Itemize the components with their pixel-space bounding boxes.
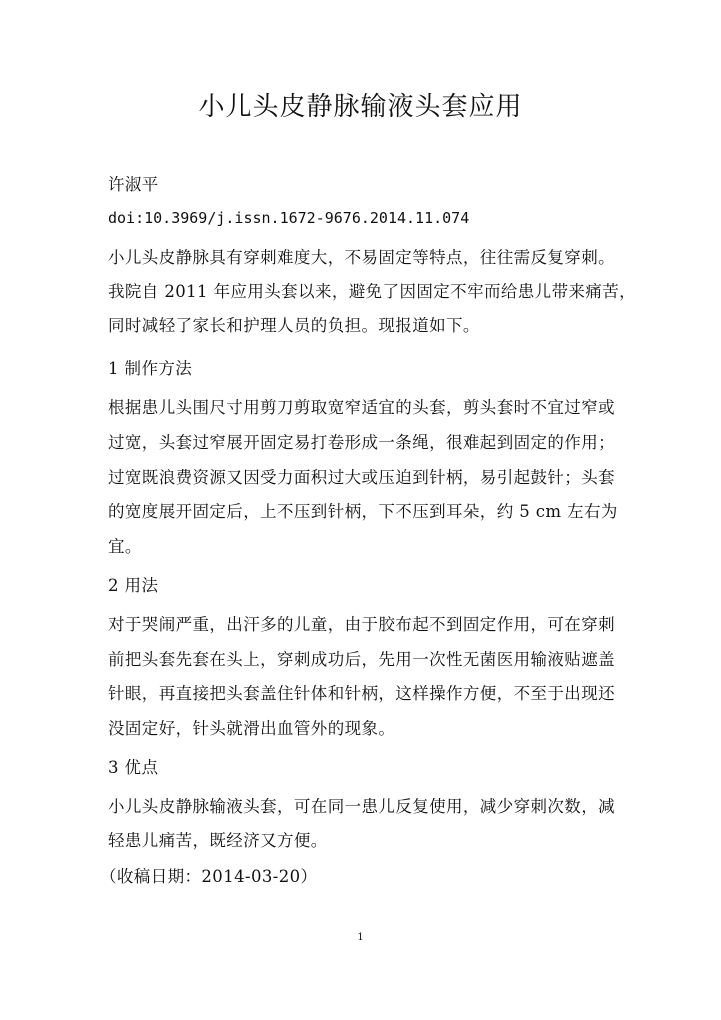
document-title: 小儿头皮静脉输液头套应用 bbox=[198, 92, 523, 122]
section-heading-method: 1 制作方法 bbox=[108, 359, 193, 378]
section-line: 小儿头皮静脉输液头套，可在同一患儿反复使用，减少穿刺次数，减 bbox=[108, 797, 615, 816]
section-line: 宜。 bbox=[108, 537, 142, 556]
section-line: 根据患儿头围尺寸用剪刀剪取宽窄适宜的头套，剪头套时不宜过窄或 bbox=[108, 398, 615, 417]
section-line: 前把头套先套在头上，穿刺成功后，先用一次性无菌医用输液贴遮盖 bbox=[108, 650, 615, 669]
doi-text: doi:10.3969/j.issn.1672-9676.2014.11.074 bbox=[108, 209, 470, 227]
section-line: 没固定好，针头就滑出血管外的现象。 bbox=[108, 719, 396, 738]
section-line: 对于哭闹严重，出汗多的儿童，由于胶布起不到固定作用，可在穿刺 bbox=[108, 615, 615, 634]
section-line: 的宽度展开固定后，上不压到针柄，下不压到耳朵，约 5 cm 左右为 bbox=[108, 502, 618, 521]
intro-line: 同时减轻了家长和护理人员的负担。现报道如下。 bbox=[108, 316, 480, 335]
section-heading-usage: 2 用法 bbox=[108, 576, 159, 595]
intro-line: 我院自 2011 年应用头套以来，避免了因固定不牢而给患儿带来痛苦， bbox=[108, 282, 637, 301]
author-name: 许淑平 bbox=[108, 175, 159, 194]
section-line: 过宽既浪费资源又因受力面积过大或压迫到针柄，易引起鼓针；头套 bbox=[108, 468, 615, 487]
section-line: 针眼，再直接把头套盖住针体和针柄，这样操作方便，不至于出现还 bbox=[108, 684, 615, 703]
received-date: （收稿日期：2014-03-20） bbox=[100, 867, 318, 886]
section-line: 轻患儿痛苦，既经济又方便。 bbox=[108, 831, 328, 850]
intro-line: 小儿头皮静脉具有穿刺难度大，不易固定等特点，往往需反复穿刺。 bbox=[108, 248, 615, 267]
section-heading-advantages: 3 优点 bbox=[108, 758, 159, 777]
section-line: 过宽，头套过窄展开固定易打卷形成一条绳，很难起到固定的作用； bbox=[108, 433, 615, 452]
page-number: 1 bbox=[357, 932, 364, 943]
